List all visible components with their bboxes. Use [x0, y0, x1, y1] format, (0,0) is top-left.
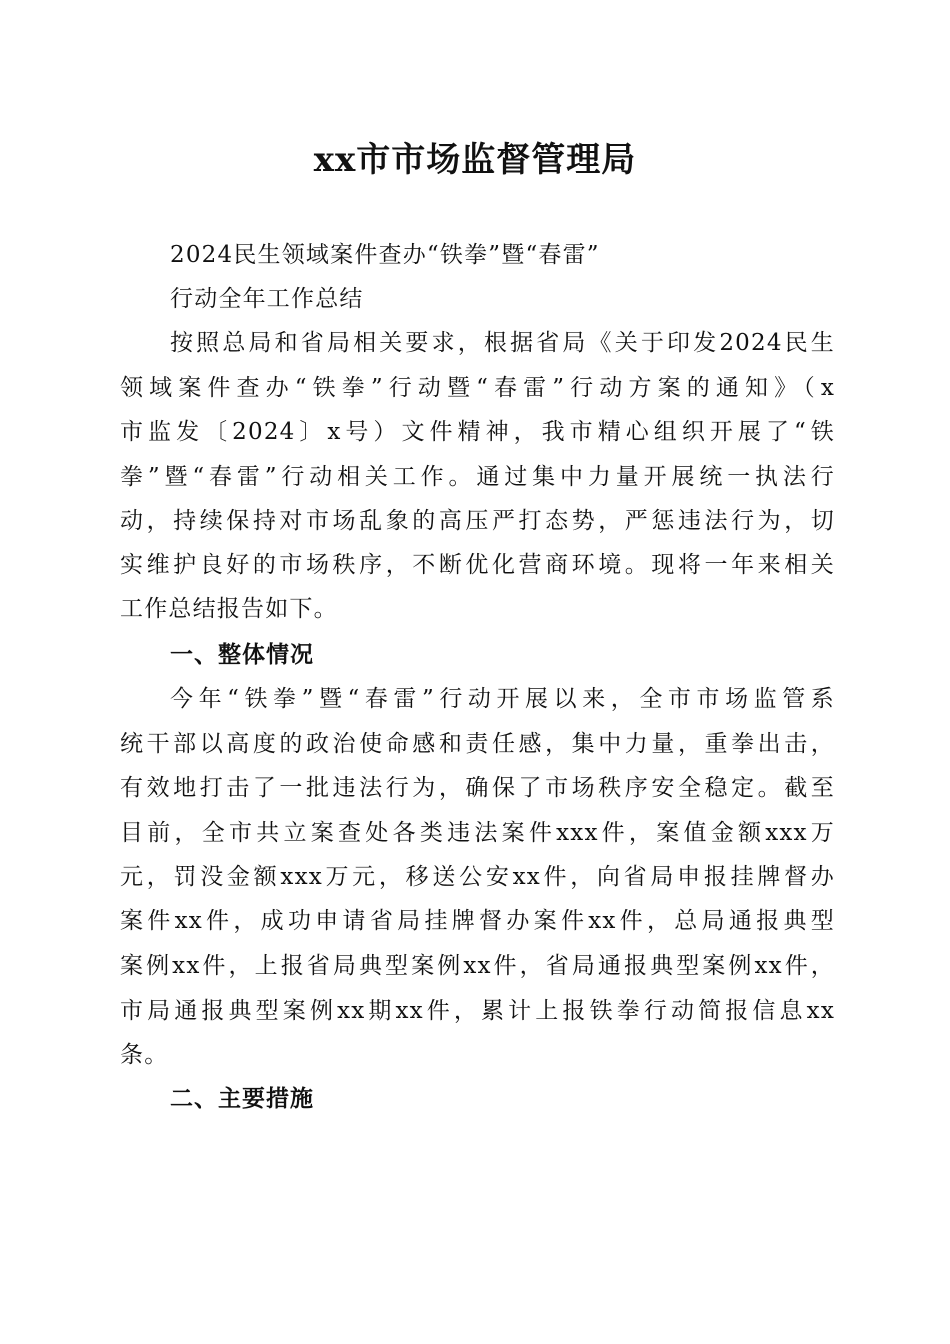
section2-heading: 二、主要措施: [170, 1086, 314, 1112]
intro-line-1: 按照总局和省局相关要求，根据省局《关于印发2024民生: [170, 330, 835, 356]
section1-line-9: 条。: [120, 1042, 169, 1068]
intro-line-5: 动，持续保持对市场乱象的高压严打态势，严惩违法行为，切: [120, 508, 835, 534]
intro-line-7: 工作总结报告如下。: [120, 596, 338, 622]
section1-line-7: 案例xx件，上报省局典型案例xx件，省局通报典型案例xx件，: [120, 953, 835, 979]
section1-line-2: 统干部以高度的政治使命感和责任感，集中力量，重拳出击，: [120, 731, 835, 757]
subtitle-line-2: 行动全年工作总结: [170, 286, 364, 312]
section1-line-3: 有效地打击了一批违法行为，确保了市场秩序安全稳定。截至: [120, 775, 835, 801]
intro-line-3: 市监发〔2024〕x号）文件精神，我市精心组织开展了“铁: [120, 419, 835, 445]
intro-line-2: 领域案件查办“铁拳”行动暨“春雷”行动方案的通知》（x: [120, 375, 835, 401]
document-title: xx市市场监督管理局: [313, 140, 637, 180]
subtitle-line-1: 2024民生领域案件查办“铁拳”暨“春雷”: [170, 242, 600, 268]
section1-line-8: 市局通报典型案例xx期xx件，累计上报铁拳行动简报信息xx: [120, 998, 835, 1024]
section1-line-1: 今年“铁拳”暨“春雷”行动开展以来，全市市场监管系: [170, 686, 835, 712]
section1-line-4: 目前，全市共立案查处各类违法案件xxx件，案值金额xxx万: [120, 820, 835, 846]
section1-line-5: 元，罚没金额xxx万元，移送公安xx件，向省局申报挂牌督办: [120, 864, 835, 890]
section1-line-6: 案件xx件，成功申请省局挂牌督办案件xx件，总局通报典型: [120, 908, 835, 934]
section1-heading: 一、整体情况: [170, 642, 314, 668]
intro-line-4: 拳”暨“春雷”行动相关工作。通过集中力量开展统一执法行: [120, 464, 835, 490]
intro-line-6: 实维护良好的市场秩序，不断优化营商环境。现将一年来相关: [120, 552, 835, 578]
